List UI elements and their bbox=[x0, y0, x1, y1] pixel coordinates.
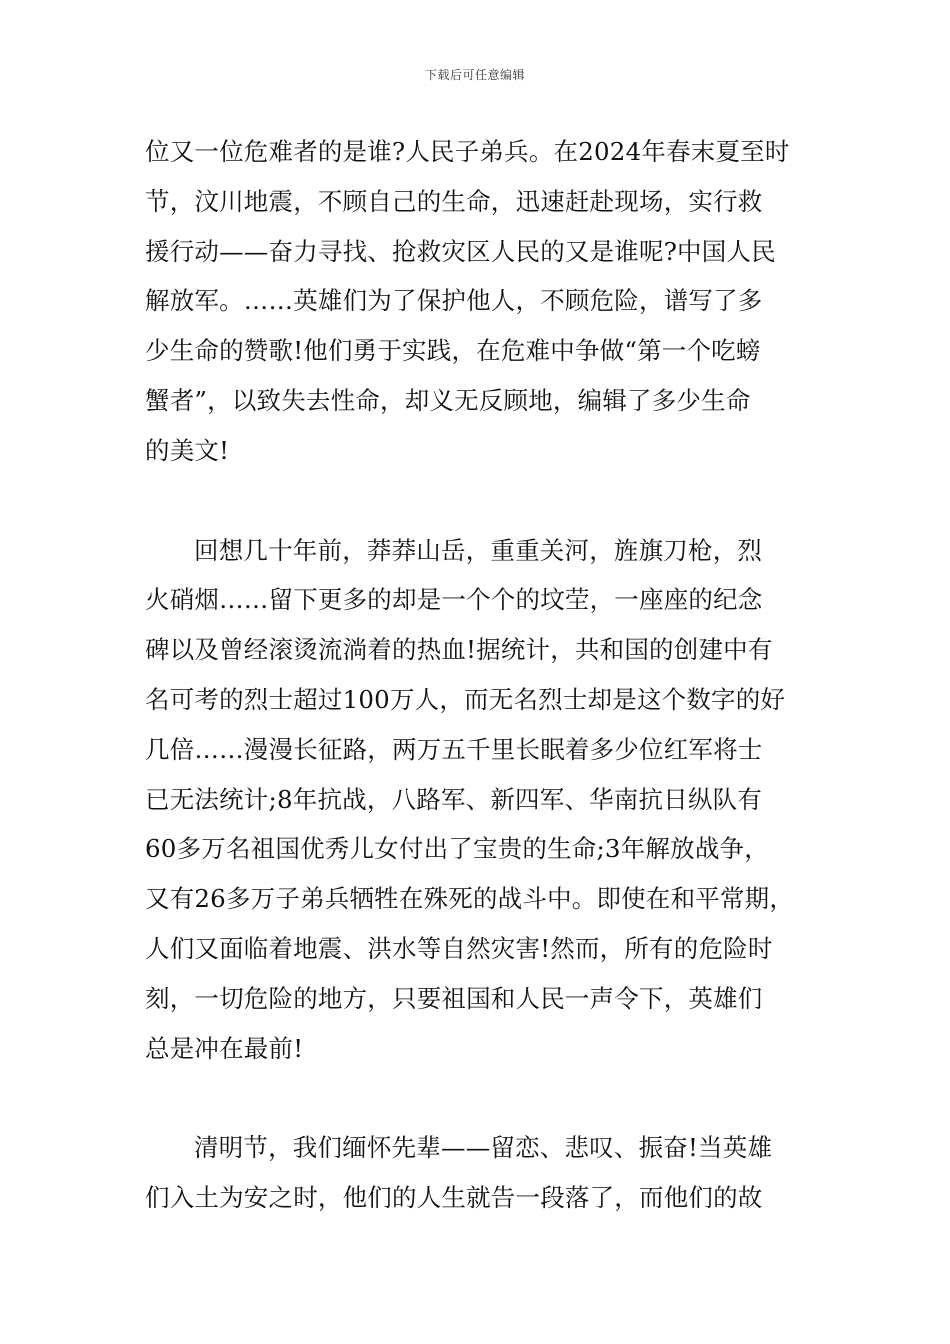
text-line: 人们又面临着地震、洪水等自然灾害!然而，所有的危险时 bbox=[145, 933, 773, 963]
document-body bbox=[145, 127, 825, 1223]
text-line: 又有26多万子弟兵牺牲在殊死的战斗中。即使在和平常期， bbox=[145, 884, 795, 914]
paragraph-spacer bbox=[145, 476, 825, 526]
text-line: 蟹者”，以致失去性命，却义无反顾地，编辑了多少生命 bbox=[145, 385, 751, 415]
text-line: 清明节，我们缅怀先辈——留恋、悲叹、振奋!当英雄 bbox=[194, 1133, 773, 1163]
page-header: 下载后可任意编辑 bbox=[424, 68, 525, 82]
text-line: 们入土为安之时，他们的人生就告一段落了，而他们的故 bbox=[145, 1183, 763, 1213]
text-line: 回想几十年前，莽莽山岳，重重关河，旌旗刀枪，烈 bbox=[194, 535, 763, 565]
paragraph-spacer bbox=[145, 1073, 825, 1123]
text-line: 60多万名祖国优秀儿女付出了宝贵的生命;3年解放战争， bbox=[145, 834, 769, 864]
text-line: 总是冲在最前! bbox=[145, 1033, 304, 1063]
text-line: 碑以及曾经滚烫流淌着的热血!据统计，共和国的创建中有 bbox=[145, 635, 773, 665]
text-line: 援行动——奋力寻找、抢救灾区人民的又是谁呢?中国人民 bbox=[145, 236, 776, 266]
text-line: 位又一位危难者的是谁?人民子弟兵。在2024年春末夏至时 bbox=[145, 137, 790, 166]
paragraph-3 bbox=[145, 1123, 825, 1223]
paragraph-1 bbox=[145, 127, 825, 476]
text-line: 解放军。……英雄们为了保护他人，不顾危险，谱写了多 bbox=[145, 286, 763, 316]
text-line: 刻，一切危险的地方，只要祖国和人民一声令下，英雄们 bbox=[145, 983, 763, 1013]
text-line: 少生命的赞歌!他们勇于实践，在危难中争做“第一个吃螃 bbox=[145, 336, 761, 366]
text-line: 名可考的烈士超过100万人，而无名烈士却是这个数字的好 bbox=[145, 684, 786, 714]
text-line: 节，汶川地震，不顾自己的生命，迅速赶赴现场，实行救 bbox=[145, 186, 763, 216]
text-line: 火硝烟……留下更多的却是一个个的坟茔，一座座的纪念 bbox=[145, 585, 763, 615]
text-line: 已无法统计;8年抗战，八路军、新四军、华南抗日纵队有 bbox=[145, 784, 763, 814]
text-line: 几倍……漫漫长征路，两万五千里长眠着多少位红军将士 bbox=[145, 734, 763, 764]
text-line: 的美文! bbox=[145, 435, 230, 465]
paragraph-2 bbox=[145, 526, 825, 1074]
